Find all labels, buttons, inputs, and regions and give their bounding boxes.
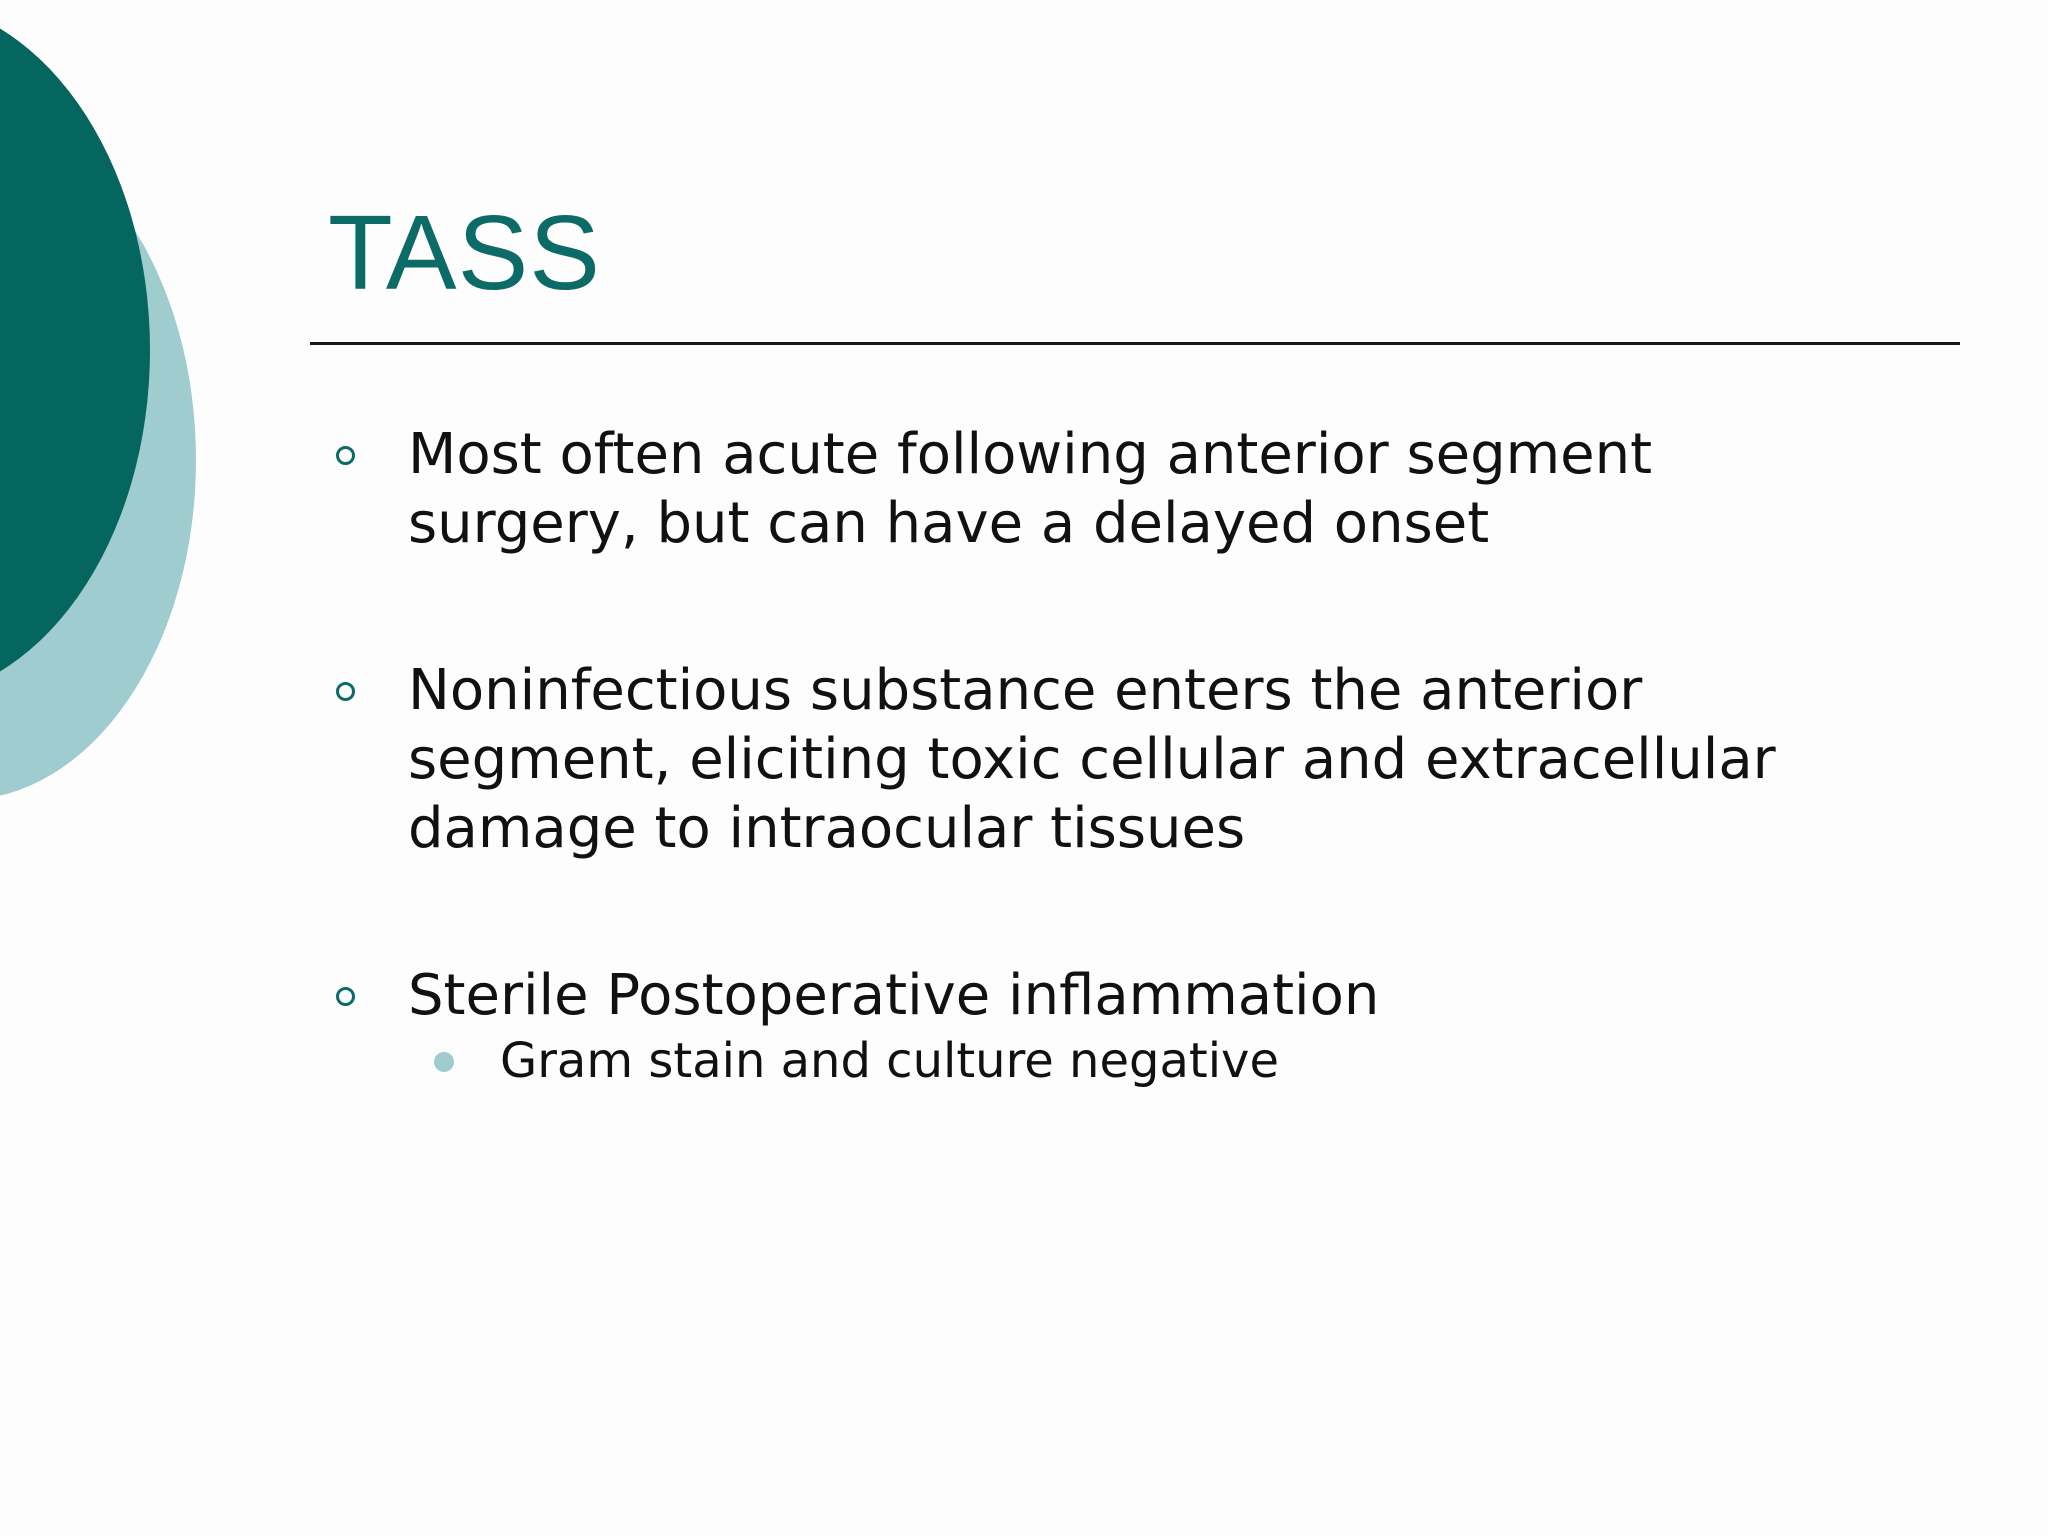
bullet-item — [330, 420, 1930, 558]
hollow-circle-icon — [336, 987, 355, 1006]
bullet-line: damage to intraocular tissues — [408, 796, 1246, 861]
bullet-line: Most often acute following anterior segment — [408, 422, 1653, 487]
bullet-line: Sterile Postoperative inflammation — [408, 963, 1380, 1028]
sub-bullet-item — [330, 1030, 1930, 1092]
hollow-circle-icon — [336, 446, 355, 465]
bullet-list — [330, 420, 1930, 1092]
title-divider — [310, 342, 1960, 345]
bullet-line: segment, eliciting toxic cellular and extracellular — [408, 727, 1776, 792]
hollow-circle-icon — [336, 682, 355, 701]
bullet-line: Noninfectious substance enters the anterior — [408, 658, 1643, 723]
bullet-line: surgery, but can have a delayed onset — [408, 491, 1490, 556]
bullet-item — [330, 961, 1930, 1030]
bullet-item — [330, 656, 1930, 863]
slide-title: TASS — [328, 194, 601, 312]
sub-bullet-line: Gram stain and culture negative — [500, 1033, 1279, 1089]
filled-dot-icon — [434, 1052, 454, 1072]
